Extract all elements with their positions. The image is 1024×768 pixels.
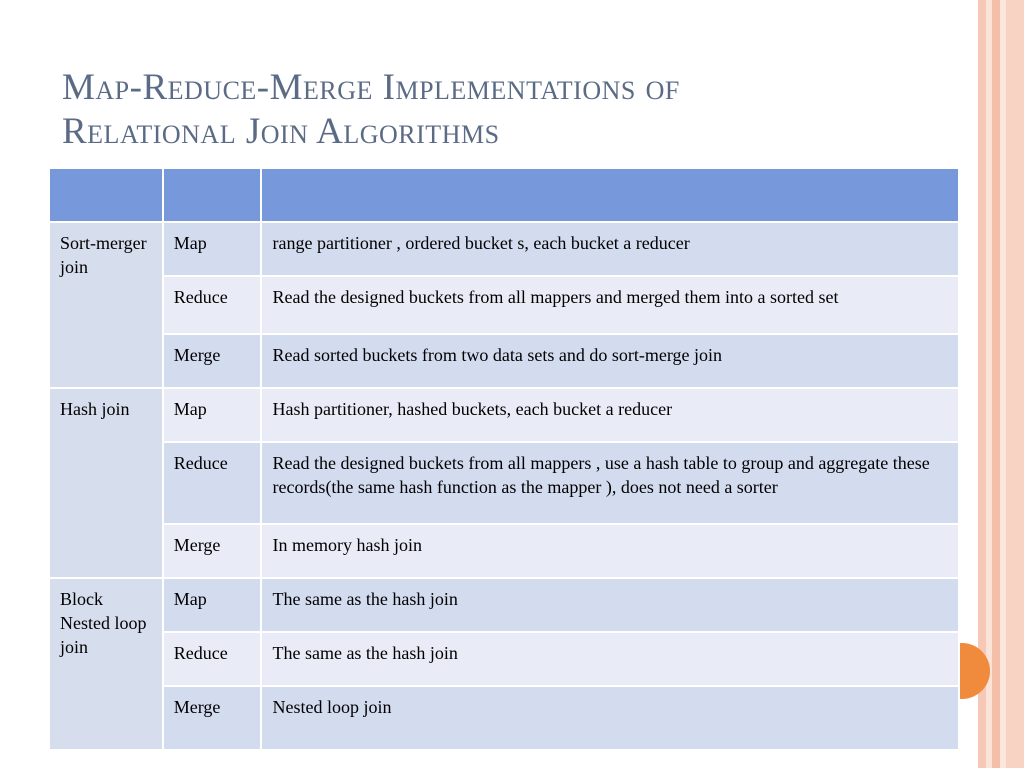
algorithm-cell-block-nested-loop: Block Nested loop join [49, 578, 163, 750]
description-cell: Hash partitioner, hashed buckets, each bucket a reducer [261, 388, 959, 442]
table-row [49, 334, 959, 388]
slide-title-line-2: Relational Join Algorithms [62, 111, 500, 152]
step-cell: Reduce [163, 632, 262, 686]
table-row [49, 578, 959, 632]
description-cell: Read sorted buckets from two data sets and do sort-merge join [261, 334, 959, 388]
table-row [49, 276, 959, 334]
slide-title-line-1: Map-Reduce-Merge Implementations of [62, 67, 680, 108]
table-row [49, 442, 959, 524]
table-row [49, 388, 959, 442]
header-cell-algorithm [49, 168, 163, 222]
header-cell-description [261, 168, 959, 222]
step-cell: Reduce [163, 442, 262, 524]
decor-stripe [992, 0, 1000, 768]
description-cell: Read the designed buckets from all mappers and merged them into a sorted set [261, 276, 959, 334]
decor-stripe [1006, 0, 1024, 768]
algorithm-cell-sort-merge: Sort-merger join [49, 222, 163, 388]
step-cell: Merge [163, 334, 262, 388]
step-cell: Merge [163, 686, 262, 750]
header-cell-step [163, 168, 262, 222]
description-cell: The same as the hash join [261, 632, 959, 686]
step-cell: Map [163, 222, 262, 276]
description-cell: Nested loop join [261, 686, 959, 750]
algorithm-cell-hash: Hash join [49, 388, 163, 578]
table-row [49, 524, 959, 578]
step-cell: Map [163, 388, 262, 442]
step-cell: Reduce [163, 276, 262, 334]
table-row [49, 222, 959, 276]
slide-title [62, 66, 962, 154]
step-cell: Merge [163, 524, 262, 578]
description-cell: In memory hash join [261, 524, 959, 578]
table-row [49, 686, 959, 750]
table-row [49, 632, 959, 686]
join-algorithms-table [48, 167, 960, 751]
description-cell: The same as the hash join [261, 578, 959, 632]
table-header-row [49, 168, 959, 222]
step-cell: Map [163, 578, 262, 632]
description-cell: range partitioner , ordered bucket s, each bucket a reducer [261, 222, 959, 276]
description-cell: Read the designed buckets from all mappers , use a hash table to group and aggregate these records(the same hash function as the mapper ), does not need a sorter [261, 442, 959, 524]
